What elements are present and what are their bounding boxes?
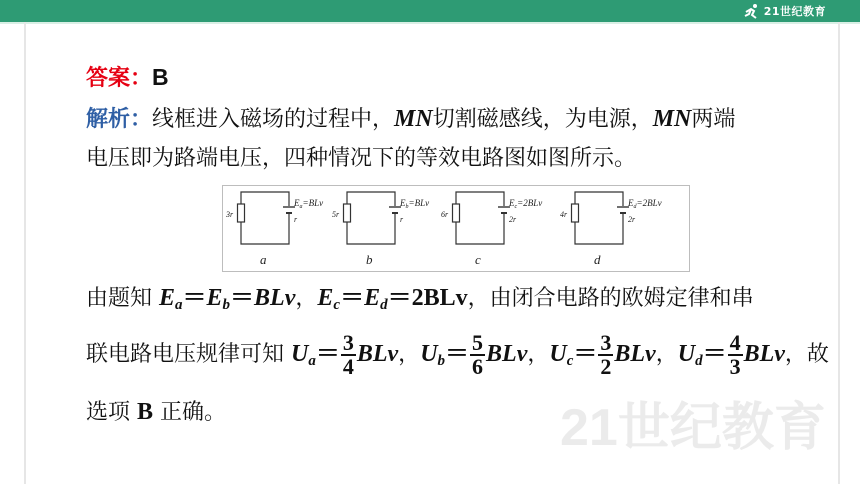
emf-label: $E_b=BLv$	[400, 198, 430, 210]
option-b: B	[137, 399, 154, 425]
header-bar	[0, 0, 860, 22]
logo	[743, 2, 826, 20]
text-a: 选项	[86, 400, 137, 425]
expr-blv: BLv	[614, 341, 656, 367]
resistor	[238, 204, 245, 222]
conclusion-line	[86, 397, 226, 428]
fraction-uc	[598, 332, 613, 378]
symbol-u: U	[549, 341, 567, 367]
emf-label: $E_c=2BLv$	[509, 198, 543, 210]
analysis-text-a: 线框进入磁场的过程中，	[152, 107, 395, 132]
symbol-e: E	[317, 285, 334, 311]
internal-resistance-label: r	[294, 215, 298, 224]
resistor	[572, 204, 579, 222]
watermark: 21世纪教育	[560, 399, 826, 457]
expr-blv: BLv	[356, 341, 399, 367]
header-divider	[0, 22, 860, 24]
equals: ＝	[230, 285, 255, 311]
numerator: 4	[729, 330, 741, 355]
equals: ＝	[315, 341, 340, 367]
comma: ，	[655, 342, 678, 367]
equals: ＝	[445, 341, 470, 367]
denominator: 3	[729, 354, 741, 379]
circuit-wire	[347, 216, 395, 244]
equation-line-2	[86, 332, 829, 378]
subscript-d: d	[695, 353, 703, 369]
subscript-d: d	[380, 297, 388, 313]
circuit-wire	[575, 216, 623, 244]
expr-blv: BLv	[486, 341, 528, 367]
numerator: 5	[472, 330, 484, 355]
text-b: 正确。	[153, 400, 227, 425]
text-suffix: ，故	[784, 342, 829, 367]
emf-label: $E_d=2BLv$	[628, 198, 662, 210]
mn-symbol: MN	[394, 106, 433, 132]
circuit-figure	[222, 185, 690, 272]
internal-resistance-label: r	[400, 215, 404, 224]
circuit-wire	[456, 216, 504, 244]
resistor	[344, 204, 351, 222]
expr-blv: BLv	[254, 285, 296, 311]
denominator: 2	[600, 354, 612, 379]
expr-blv: BLv	[743, 341, 785, 367]
symbol-u: U	[677, 341, 696, 367]
fraction-ub	[470, 332, 485, 378]
subscript-a: a	[308, 353, 316, 369]
circuit-wire	[456, 192, 504, 206]
right-border	[838, 22, 840, 484]
left-border	[24, 22, 26, 484]
runner-icon	[743, 3, 761, 19]
circuit-caption: c	[475, 252, 481, 267]
denominator: 6	[472, 354, 484, 379]
text-prefix: 由题知	[86, 286, 159, 311]
comma: ，	[398, 342, 421, 367]
answer-label: 答案：	[86, 66, 153, 91]
equals: ＝	[573, 341, 598, 367]
subscript-a: a	[175, 297, 183, 313]
circuit-wire	[347, 192, 395, 206]
subscript-b: b	[437, 353, 446, 369]
numerator: 3	[600, 330, 612, 355]
internal-resistance-label: 2r	[509, 215, 517, 224]
circuit-diagrams	[223, 186, 689, 271]
comma: ，	[295, 286, 318, 311]
comma: ，	[527, 342, 550, 367]
circuit-caption: a	[260, 252, 267, 267]
resistor-label: 3r	[226, 210, 234, 219]
resistor-label: 6r	[441, 210, 449, 219]
fraction-ua	[341, 332, 356, 378]
resistor-label: 4r	[560, 210, 568, 219]
equals: ＝	[387, 285, 412, 311]
text-prefix: 联电路电压规律可知	[86, 342, 291, 367]
answer-value: B	[152, 64, 169, 90]
text-suffix: ，由闭合电路的欧姆定律和串	[467, 286, 754, 311]
analysis-line-1	[86, 104, 735, 135]
symbol-e: E	[206, 285, 223, 311]
circuit-caption: d	[594, 252, 601, 267]
equals: ＝	[702, 341, 727, 367]
numerator: 3	[342, 330, 354, 355]
internal-resistance-label: 2r	[628, 215, 636, 224]
subscript-b: b	[222, 297, 231, 313]
symbol-u: U	[420, 341, 438, 367]
denominator: 4	[342, 354, 354, 379]
circuit-wire	[575, 192, 623, 206]
logo-text: 21世纪教育	[763, 5, 826, 18]
subscript-c: c	[566, 353, 574, 369]
analysis-text-c: 两端	[691, 107, 736, 132]
expr-2blv: 2BLv	[411, 285, 468, 311]
equation-line-1	[86, 283, 754, 320]
symbol-u: U	[291, 341, 309, 367]
analysis-text-b: 切割磁感线，为电源，	[432, 107, 653, 132]
circuit-wire	[241, 216, 289, 244]
resistor	[453, 204, 460, 222]
mn-symbol: MN	[652, 106, 692, 132]
resistor-label: 5r	[332, 210, 340, 219]
circuit-caption: b	[366, 252, 373, 267]
equals: ＝	[182, 285, 207, 311]
symbol-e: E	[159, 285, 176, 311]
analysis-line-2: 电压即为路端电压，四种情况下的等效电路图如图所示。	[86, 146, 637, 171]
equals: ＝	[340, 285, 365, 311]
symbol-e: E	[364, 285, 381, 311]
fraction-ud	[728, 332, 743, 378]
emf-label: $E_a=BLv$	[294, 198, 324, 210]
answer-line	[86, 62, 169, 94]
circuit-wire	[241, 192, 289, 206]
subscript-c: c	[333, 297, 341, 313]
analysis-label: 解析：	[86, 107, 153, 132]
